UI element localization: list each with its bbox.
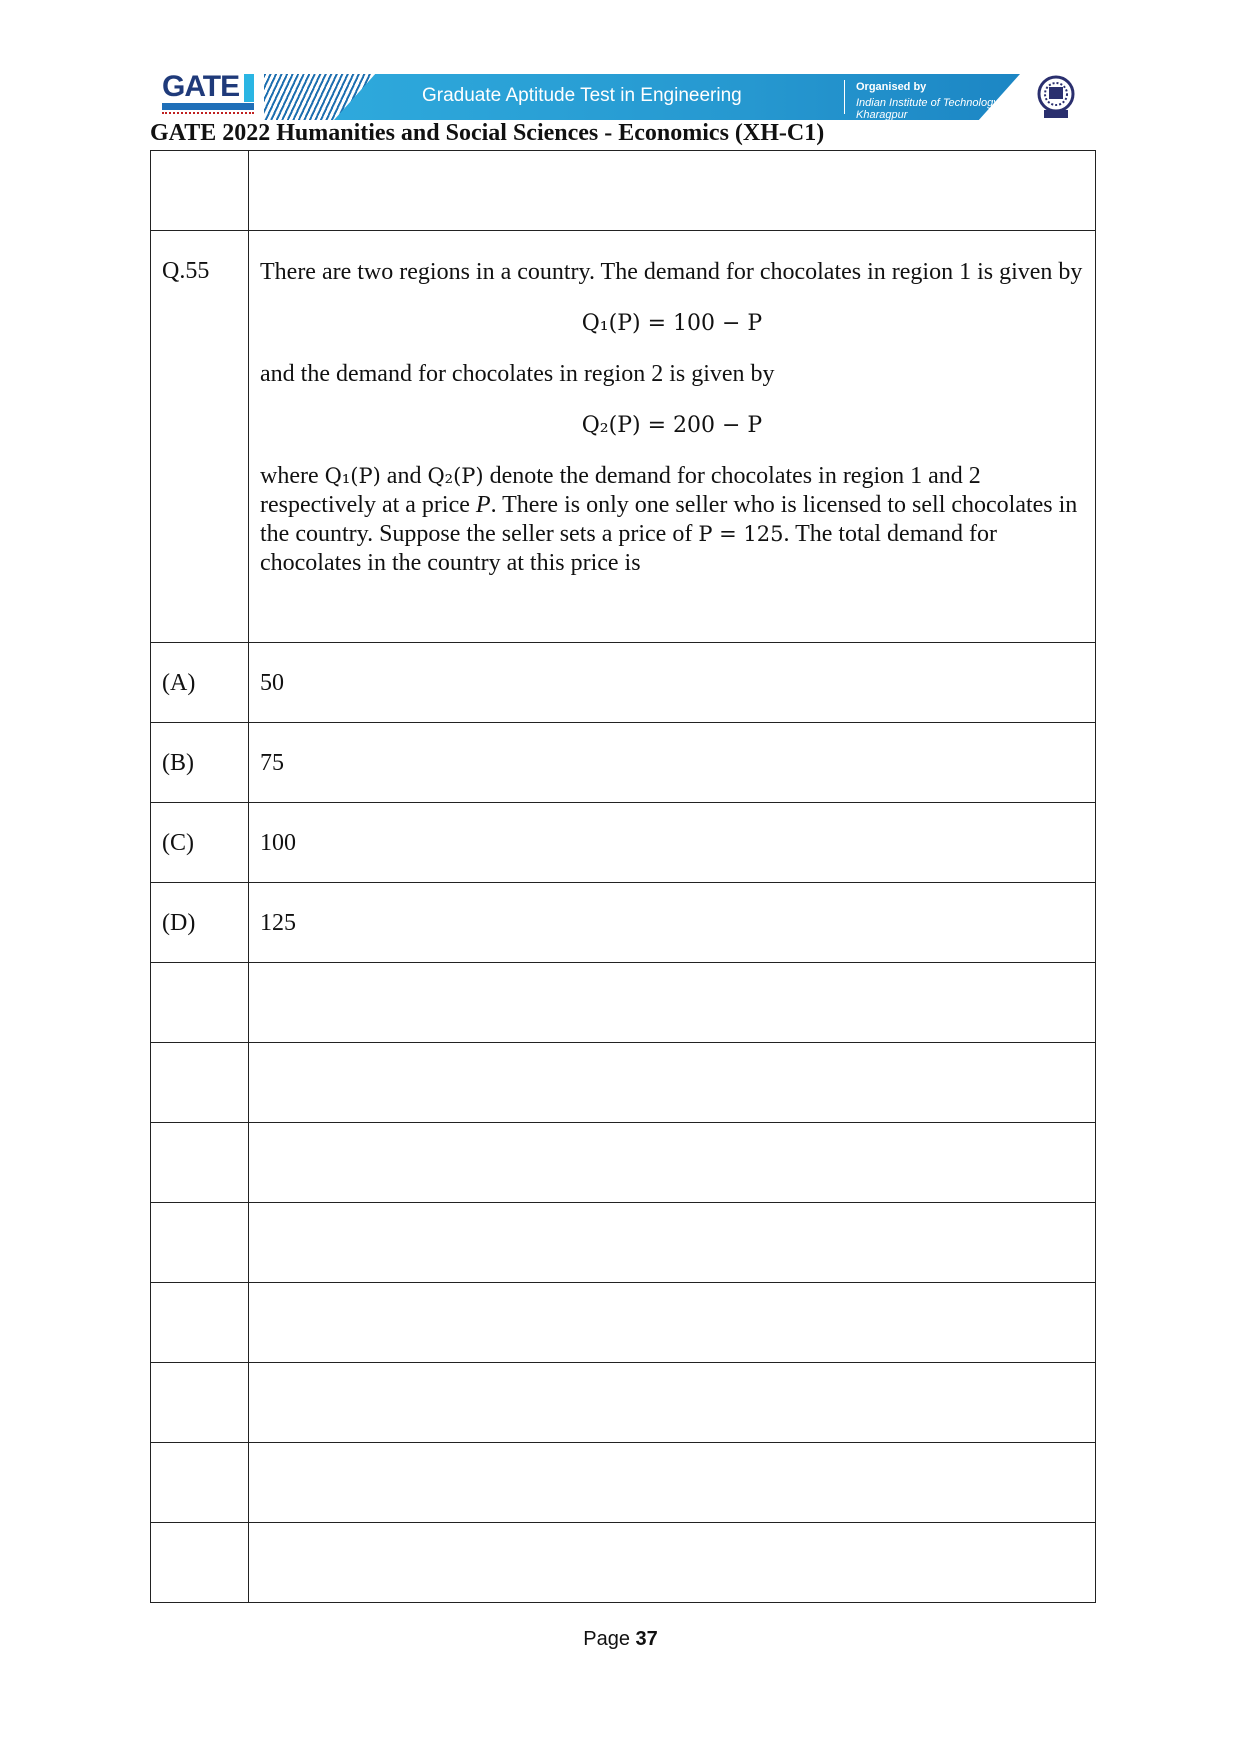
table-row <box>151 1443 1096 1523</box>
page-number <box>0 1628 1241 1651</box>
blank-cell <box>249 1123 1096 1203</box>
blank-cell <box>151 1443 249 1523</box>
table-row <box>151 1363 1096 1443</box>
blank-cell <box>151 1203 249 1283</box>
page-number-value: 37 <box>635 1628 658 1650</box>
equation-region-1: Q₁(P) = 100 − P <box>581 311 763 336</box>
option-label: (D) <box>151 883 249 963</box>
equation-region-2: Q₂(P) = 200 − P <box>581 413 763 438</box>
q2-symbol: Q₂(P) <box>427 464 484 488</box>
option-value: 50 <box>249 643 1096 723</box>
option-value: 125 <box>249 883 1096 963</box>
gate-logo-year-bar <box>244 74 254 102</box>
option-row <box>151 883 1096 963</box>
blank-cell <box>151 963 249 1043</box>
option-label: (C) <box>151 803 249 883</box>
page-header <box>160 72 1080 122</box>
option-value: 75 <box>249 723 1096 803</box>
page-label: Page <box>583 1628 630 1650</box>
organised-by-label: Organised by <box>856 81 927 93</box>
denote-text: denote the demand for chocolates in region 1 and 2 respectively at a price <box>260 463 981 518</box>
organiser-name: Indian Institute of Technology Kharagpur <box>856 97 999 120</box>
option-label: (B) <box>151 723 249 803</box>
where-text: where <box>260 463 319 489</box>
q1-symbol: Q₁(P) <box>324 464 381 488</box>
table-row <box>151 151 1096 231</box>
document-title: GATE 2022 Humanities and Social Sciences - Economics (XH-C1) <box>150 120 825 146</box>
banner-divider <box>844 80 845 114</box>
blank-cell <box>249 963 1096 1043</box>
blank-cell <box>249 1283 1096 1363</box>
table-row <box>151 1123 1096 1203</box>
question-number: Q.55 <box>151 231 249 643</box>
option-row <box>151 643 1096 723</box>
blank-cell <box>151 1363 249 1443</box>
p-symbol: P <box>475 492 491 518</box>
blank-cell <box>249 1363 1096 1443</box>
banner-title: Graduate Aptitude Test in Engineering <box>422 85 742 106</box>
blank-cell <box>249 1043 1096 1123</box>
question-closing <box>260 462 1084 578</box>
table-row <box>151 963 1096 1043</box>
question-intro: There are two regions in a country. The demand for chocolates in region 1 is given by <box>260 259 1083 285</box>
question-middle: and the demand for chocolates in region 2 is given by <box>260 361 775 387</box>
option-value: 100 <box>249 803 1096 883</box>
table-row <box>151 1043 1096 1123</box>
gate-logo-hindi-line <box>162 112 254 120</box>
gate-logo-strip <box>162 103 254 110</box>
blank-cell <box>249 1203 1096 1283</box>
gate-banner <box>264 74 1020 120</box>
blank-cell <box>249 1443 1096 1523</box>
table-row <box>151 1283 1096 1363</box>
option-row <box>151 723 1096 803</box>
licensed-text: . There is only one seller who is licensed to sell chocolates in the country. Suppose the seller sets a price of <box>260 492 1078 547</box>
blank-cell <box>249 151 1096 231</box>
blank-cell <box>151 151 249 231</box>
closing-text: . The total demand for chocolates in the country at this price is <box>260 521 997 576</box>
gate-logo <box>160 72 258 122</box>
gate-logo-text: GATE <box>162 70 240 103</box>
and-text: and <box>386 463 422 489</box>
blank-cell <box>151 1523 249 1603</box>
option-label: (A) <box>151 643 249 723</box>
option-row <box>151 803 1096 883</box>
blank-cell <box>151 1043 249 1123</box>
blank-cell <box>151 1123 249 1203</box>
blank-cell <box>249 1523 1096 1603</box>
iit-kharagpur-emblem-icon <box>1034 74 1078 120</box>
question-table <box>150 150 1096 1603</box>
table-row <box>151 1523 1096 1603</box>
blank-cell <box>151 1283 249 1363</box>
price-expression: P = 125 <box>698 522 784 546</box>
question-body <box>249 231 1096 643</box>
question-row <box>151 231 1096 643</box>
table-row <box>151 1203 1096 1283</box>
